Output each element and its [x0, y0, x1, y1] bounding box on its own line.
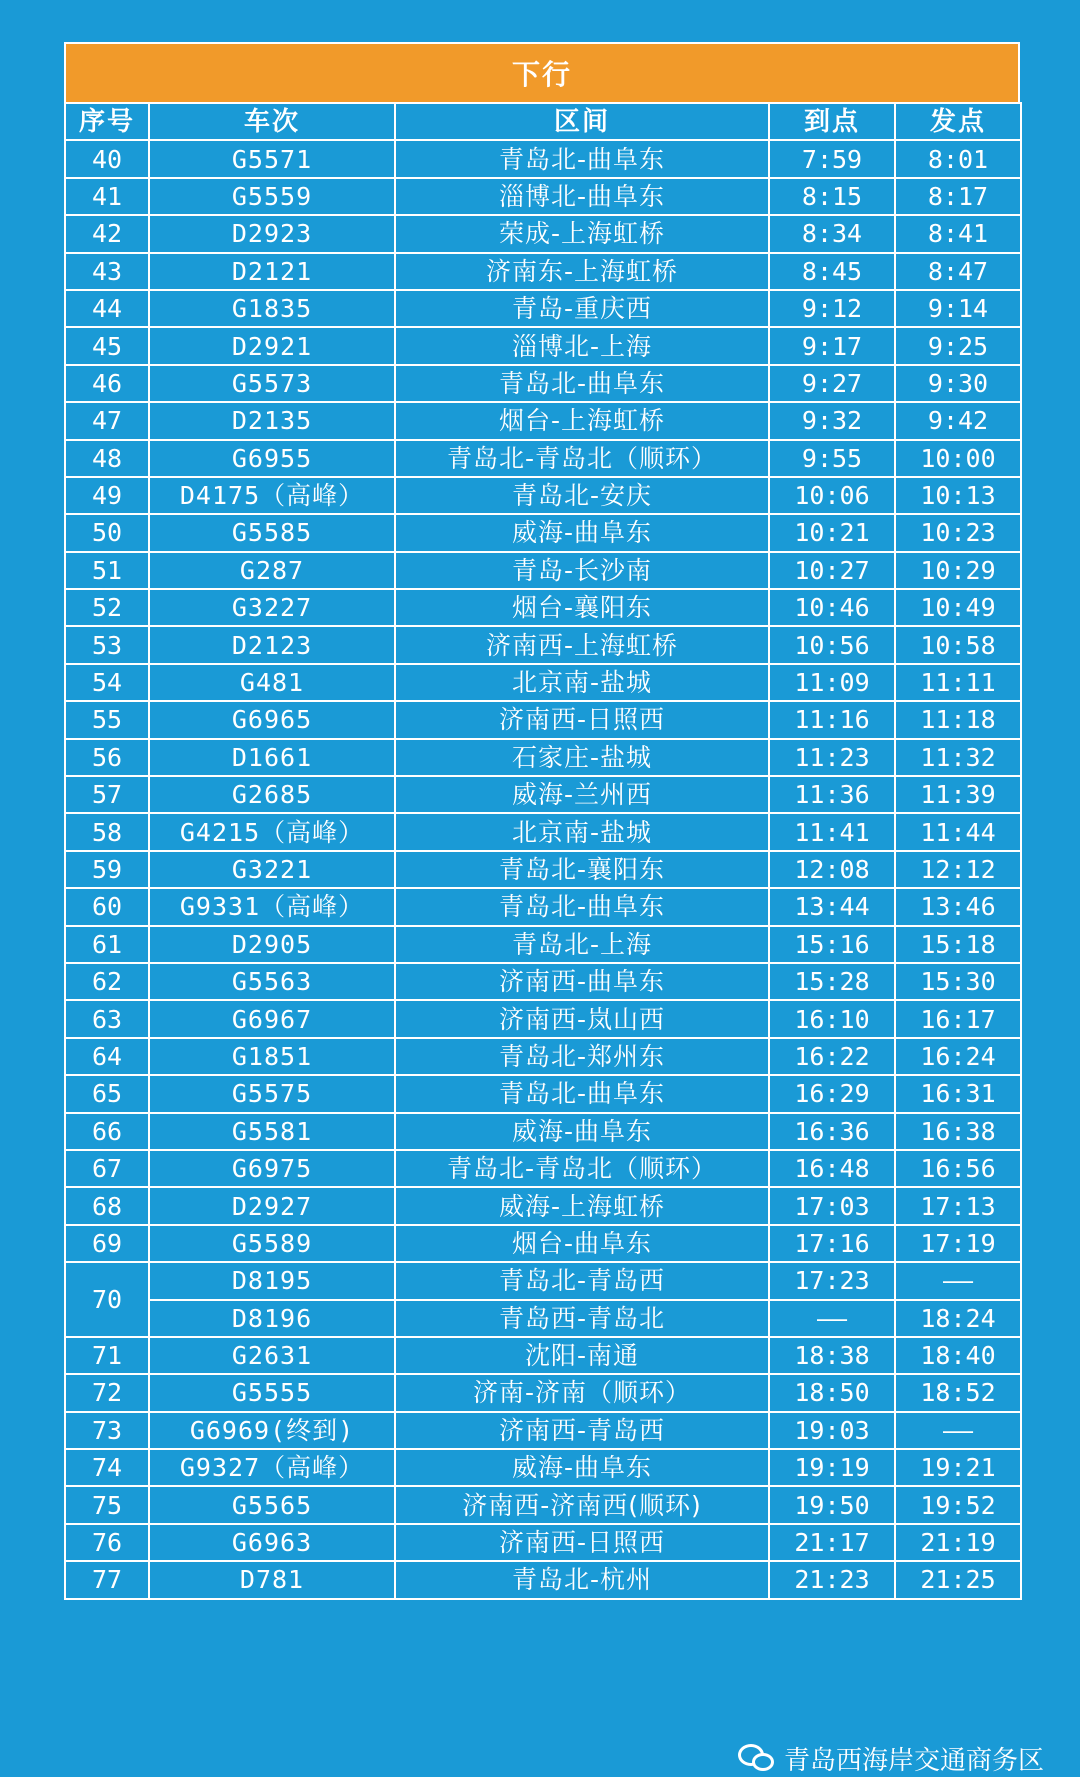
cell-seq: 67 — [65, 1150, 149, 1187]
cell-train: G5585 — [149, 514, 395, 551]
table-row — [65, 440, 1021, 477]
cell-arrival: 10:21 — [769, 514, 895, 551]
cell-departure: 9:25 — [895, 327, 1021, 364]
account-name: 青岛西海岸交通商务区 — [783, 1746, 1044, 1776]
cell-train: G5555 — [149, 1374, 395, 1411]
cell-seq: 74 — [65, 1449, 149, 1486]
table-row — [65, 888, 1021, 925]
cell-train: G5573 — [149, 365, 395, 402]
cell-departure: 8:41 — [895, 215, 1021, 252]
cell-train: G6965 — [149, 701, 395, 738]
cell-arrival: 10:27 — [769, 552, 895, 589]
cell-arrival: 18:38 — [769, 1337, 895, 1374]
cell-seq: 71 — [65, 1337, 149, 1374]
header-arrival: 到点 — [769, 103, 895, 140]
cell-departure: 9:14 — [895, 290, 1021, 327]
cell-route: 青岛北-曲阜东 — [395, 1075, 769, 1112]
cell-train: G3221 — [149, 851, 395, 888]
table-row — [65, 1225, 1021, 1262]
table-row — [65, 776, 1021, 813]
cell-arrival: 9:32 — [769, 402, 895, 439]
cell-seq: 50 — [65, 514, 149, 551]
cell-route: 青岛北-青岛北（顺环） — [395, 1150, 769, 1187]
cell-arrival: 16:29 — [769, 1075, 895, 1112]
table-row — [65, 552, 1021, 589]
cell-departure: 13:46 — [895, 888, 1021, 925]
cell-arrival: —— — [769, 1300, 895, 1337]
header-departure: 发点 — [895, 103, 1021, 140]
table-header-row — [65, 103, 1021, 140]
cell-departure: 8:01 — [895, 140, 1021, 177]
cell-route: 青岛北-青岛西 — [395, 1262, 769, 1299]
cell-arrival: 8:45 — [769, 253, 895, 290]
cell-route: 青岛北-郑州东 — [395, 1038, 769, 1075]
table-row — [65, 514, 1021, 551]
cell-route: 青岛北-曲阜东 — [395, 140, 769, 177]
cell-train: D2135 — [149, 402, 395, 439]
cell-train: G6963 — [149, 1524, 395, 1561]
cell-departure: 10:58 — [895, 626, 1021, 663]
table-row — [65, 1150, 1021, 1187]
cell-departure: 16:31 — [895, 1075, 1021, 1112]
cell-departure: 15:30 — [895, 963, 1021, 1000]
table-row — [65, 365, 1021, 402]
cell-route: 威海-上海虹桥 — [395, 1187, 769, 1224]
cell-route: 青岛北-安庆 — [395, 477, 769, 514]
cell-arrival: 16:10 — [769, 1000, 895, 1037]
cell-seq: 59 — [65, 851, 149, 888]
cell-arrival: 15:16 — [769, 926, 895, 963]
cell-arrival: 21:23 — [769, 1561, 895, 1598]
cell-train: D2905 — [149, 926, 395, 963]
cell-train: D781 — [149, 1561, 395, 1598]
cell-train: D1661 — [149, 739, 395, 776]
cell-seq: 46 — [65, 365, 149, 402]
cell-route: 青岛北-杭州 — [395, 1561, 769, 1598]
header-seq: 序号 — [65, 103, 149, 140]
cell-departure: 10:29 — [895, 552, 1021, 589]
cell-arrival: 17:03 — [769, 1187, 895, 1224]
cell-train: G6975 — [149, 1150, 395, 1187]
cell-seq: 64 — [65, 1038, 149, 1075]
cell-arrival: 9:27 — [769, 365, 895, 402]
cell-route: 青岛北-青岛北（顺环） — [395, 440, 769, 477]
cell-seq: 49 — [65, 477, 149, 514]
cell-departure: 10:49 — [895, 589, 1021, 626]
cell-train: G5571 — [149, 140, 395, 177]
cell-arrival: 19:50 — [769, 1486, 895, 1523]
table-row — [65, 1337, 1021, 1374]
cell-seq: 52 — [65, 589, 149, 626]
cell-route: 青岛北-上海 — [395, 926, 769, 963]
cell-seq: 61 — [65, 926, 149, 963]
cell-route: 淄博北-上海 — [395, 327, 769, 364]
cell-arrival: 9:17 — [769, 327, 895, 364]
cell-seq: 77 — [65, 1561, 149, 1598]
cell-route: 荣成-上海虹桥 — [395, 215, 769, 252]
table-row — [65, 1075, 1021, 1112]
cell-train: G6969(终到) — [149, 1412, 395, 1449]
cell-arrival: 11:23 — [769, 739, 895, 776]
table-row — [65, 1524, 1021, 1561]
cell-train: G2685 — [149, 776, 395, 813]
wechat-footer — [738, 1740, 1044, 1777]
cell-departure: 9:42 — [895, 402, 1021, 439]
cell-departure: 18:24 — [895, 1300, 1021, 1337]
table-row — [65, 1449, 1021, 1486]
cell-route: 威海-兰州西 — [395, 776, 769, 813]
cell-seq: 63 — [65, 1000, 149, 1037]
cell-departure: 17:19 — [895, 1225, 1021, 1262]
cell-seq: 62 — [65, 963, 149, 1000]
cell-departure: 9:30 — [895, 365, 1021, 402]
cell-arrival: 19:03 — [769, 1412, 895, 1449]
cell-seq: 54 — [65, 664, 149, 701]
cell-route: 济南西-岚山西 — [395, 1000, 769, 1037]
cell-route: 济南东-上海虹桥 — [395, 253, 769, 290]
cell-arrival: 11:16 — [769, 701, 895, 738]
cell-arrival: 10:56 — [769, 626, 895, 663]
cell-departure: 17:13 — [895, 1187, 1021, 1224]
table-row — [65, 626, 1021, 663]
cell-train: G5559 — [149, 178, 395, 215]
cell-route: 威海-曲阜东 — [395, 1449, 769, 1486]
cell-seq: 47 — [65, 402, 149, 439]
cell-seq: 76 — [65, 1524, 149, 1561]
table-row — [65, 1038, 1021, 1075]
cell-arrival: 16:36 — [769, 1113, 895, 1150]
cell-departure: 16:17 — [895, 1000, 1021, 1037]
schedule-table — [64, 102, 1022, 1600]
table-row — [65, 739, 1021, 776]
cell-departure: 12:12 — [895, 851, 1021, 888]
cell-departure: 11:18 — [895, 701, 1021, 738]
cell-arrival: 13:44 — [769, 888, 895, 925]
cell-route: 济南-济南（顺环） — [395, 1374, 769, 1411]
cell-departure: 21:25 — [895, 1561, 1021, 1598]
cell-departure: 11:44 — [895, 813, 1021, 850]
table-row — [65, 664, 1021, 701]
table-row — [65, 178, 1021, 215]
table-row — [65, 589, 1021, 626]
cell-departure: 10:00 — [895, 440, 1021, 477]
cell-seq: 45 — [65, 327, 149, 364]
cell-arrival: 11:09 — [769, 664, 895, 701]
cell-arrival: 8:15 — [769, 178, 895, 215]
cell-departure: 10:13 — [895, 477, 1021, 514]
cell-train: G5581 — [149, 1113, 395, 1150]
cell-route: 济南西-日照西 — [395, 701, 769, 738]
cell-train: G9327（高峰） — [149, 1449, 395, 1486]
cell-route: 淄博北-曲阜东 — [395, 178, 769, 215]
cell-train: D2123 — [149, 626, 395, 663]
cell-arrival: 16:22 — [769, 1038, 895, 1075]
table-row — [65, 140, 1021, 177]
cell-route: 烟台-曲阜东 — [395, 1225, 769, 1262]
cell-train: D2121 — [149, 253, 395, 290]
cell-arrival: 10:46 — [769, 589, 895, 626]
table-row — [65, 926, 1021, 963]
cell-seq: 48 — [65, 440, 149, 477]
cell-departure: 11:32 — [895, 739, 1021, 776]
cell-route: 沈阳-南通 — [395, 1337, 769, 1374]
cell-seq: 42 — [65, 215, 149, 252]
header-route: 区间 — [395, 103, 769, 140]
table-row — [65, 327, 1021, 364]
wechat-icon — [738, 1744, 776, 1774]
cell-seq: 57 — [65, 776, 149, 813]
cell-seq: 72 — [65, 1374, 149, 1411]
cell-train: G1851 — [149, 1038, 395, 1075]
header-train: 车次 — [149, 103, 395, 140]
cell-route: 青岛-重庆西 — [395, 290, 769, 327]
cell-seq: 66 — [65, 1113, 149, 1150]
cell-arrival: 10:06 — [769, 477, 895, 514]
cell-route: 威海-曲阜东 — [395, 514, 769, 551]
table-row — [65, 1374, 1021, 1411]
table-row — [65, 1412, 1021, 1449]
cell-seq: 75 — [65, 1486, 149, 1523]
cell-route: 烟台-襄阳东 — [395, 589, 769, 626]
cell-arrival: 8:34 — [769, 215, 895, 252]
cell-departure: 8:17 — [895, 178, 1021, 215]
cell-train: D2921 — [149, 327, 395, 364]
table-row — [65, 1000, 1021, 1037]
cell-departure: 16:38 — [895, 1113, 1021, 1150]
cell-seq: 41 — [65, 178, 149, 215]
cell-train: D2923 — [149, 215, 395, 252]
cell-seq: 40 — [65, 140, 149, 177]
cell-seq: 60 — [65, 888, 149, 925]
cell-train: G3227 — [149, 589, 395, 626]
cell-train: G1835 — [149, 290, 395, 327]
cell-route: 石家庄-盐城 — [395, 739, 769, 776]
cell-train: G4215（高峰） — [149, 813, 395, 850]
cell-seq: 69 — [65, 1225, 149, 1262]
cell-arrival: 7:59 — [769, 140, 895, 177]
cell-departure: 16:56 — [895, 1150, 1021, 1187]
cell-route: 青岛北-襄阳东 — [395, 851, 769, 888]
cell-arrival: 18:50 — [769, 1374, 895, 1411]
cell-departure: 11:11 — [895, 664, 1021, 701]
cell-seq: 43 — [65, 253, 149, 290]
table-row — [65, 215, 1021, 252]
cell-route: 济南西-青岛西 — [395, 1412, 769, 1449]
cell-train: G5589 — [149, 1225, 395, 1262]
table-row — [65, 253, 1021, 290]
cell-train: D8195 — [149, 1262, 395, 1299]
cell-route: 北京南-盐城 — [395, 813, 769, 850]
cell-seq: 53 — [65, 626, 149, 663]
cell-train: G6955 — [149, 440, 395, 477]
table-row — [65, 1300, 1021, 1337]
cell-train: D2927 — [149, 1187, 395, 1224]
cell-route: 济南西-济南西(顺环) — [395, 1486, 769, 1523]
table-row — [65, 1113, 1021, 1150]
cell-arrival: 15:28 — [769, 963, 895, 1000]
cell-departure: 19:21 — [895, 1449, 1021, 1486]
cell-arrival: 11:41 — [769, 813, 895, 850]
cell-seq: 73 — [65, 1412, 149, 1449]
cell-departure: 19:52 — [895, 1486, 1021, 1523]
cell-seq: 44 — [65, 290, 149, 327]
table-row — [65, 290, 1021, 327]
cell-route: 青岛北-曲阜东 — [395, 888, 769, 925]
direction-title: 下行 — [64, 42, 1020, 102]
cell-arrival: 11:36 — [769, 776, 895, 813]
cell-train: G5563 — [149, 963, 395, 1000]
cell-route: 北京南-盐城 — [395, 664, 769, 701]
cell-departure: 10:23 — [895, 514, 1021, 551]
cell-seq: 58 — [65, 813, 149, 850]
cell-departure: —— — [895, 1412, 1021, 1449]
cell-arrival: 16:48 — [769, 1150, 895, 1187]
cell-departure: 8:47 — [895, 253, 1021, 290]
cell-train: D8196 — [149, 1300, 395, 1337]
cell-departure: 18:52 — [895, 1374, 1021, 1411]
cell-route: 济南西-上海虹桥 — [395, 626, 769, 663]
table-row — [65, 1187, 1021, 1224]
cell-route: 青岛北-曲阜东 — [395, 365, 769, 402]
table-row — [65, 477, 1021, 514]
schedule-sheet — [64, 42, 1020, 1600]
table-row — [65, 813, 1021, 850]
cell-departure: 11:39 — [895, 776, 1021, 813]
cell-route: 济南西-曲阜东 — [395, 963, 769, 1000]
cell-seq: 51 — [65, 552, 149, 589]
table-row — [65, 963, 1021, 1000]
cell-train: G481 — [149, 664, 395, 701]
cell-seq: 68 — [65, 1187, 149, 1224]
table-row — [65, 1561, 1021, 1598]
cell-train: D4175（高峰） — [149, 477, 395, 514]
cell-arrival: 19:19 — [769, 1449, 895, 1486]
table-row — [65, 402, 1021, 439]
cell-arrival: 21:17 — [769, 1524, 895, 1561]
cell-route: 烟台-上海虹桥 — [395, 402, 769, 439]
table-row — [65, 1262, 1021, 1299]
cell-seq: 70 — [65, 1262, 149, 1337]
cell-arrival: 17:23 — [769, 1262, 895, 1299]
table-row — [65, 701, 1021, 738]
cell-departure: 16:24 — [895, 1038, 1021, 1075]
cell-train: G5575 — [149, 1075, 395, 1112]
cell-departure: 21:19 — [895, 1524, 1021, 1561]
cell-train: G6967 — [149, 1000, 395, 1037]
cell-departure: 18:40 — [895, 1337, 1021, 1374]
cell-route: 青岛西-青岛北 — [395, 1300, 769, 1337]
table-row — [65, 1486, 1021, 1523]
cell-arrival: 9:12 — [769, 290, 895, 327]
cell-seq: 55 — [65, 701, 149, 738]
cell-route: 青岛-长沙南 — [395, 552, 769, 589]
cell-arrival: 17:16 — [769, 1225, 895, 1262]
cell-train: G287 — [149, 552, 395, 589]
table-row — [65, 851, 1021, 888]
cell-departure: 15:18 — [895, 926, 1021, 963]
cell-route: 威海-曲阜东 — [395, 1113, 769, 1150]
cell-train: G5565 — [149, 1486, 395, 1523]
cell-arrival: 12:08 — [769, 851, 895, 888]
cell-seq: 65 — [65, 1075, 149, 1112]
cell-train: G2631 — [149, 1337, 395, 1374]
cell-train: G9331（高峰） — [149, 888, 395, 925]
cell-arrival: 9:55 — [769, 440, 895, 477]
cell-seq: 56 — [65, 739, 149, 776]
cell-route: 济南西-日照西 — [395, 1524, 769, 1561]
cell-departure: —— — [895, 1262, 1021, 1299]
